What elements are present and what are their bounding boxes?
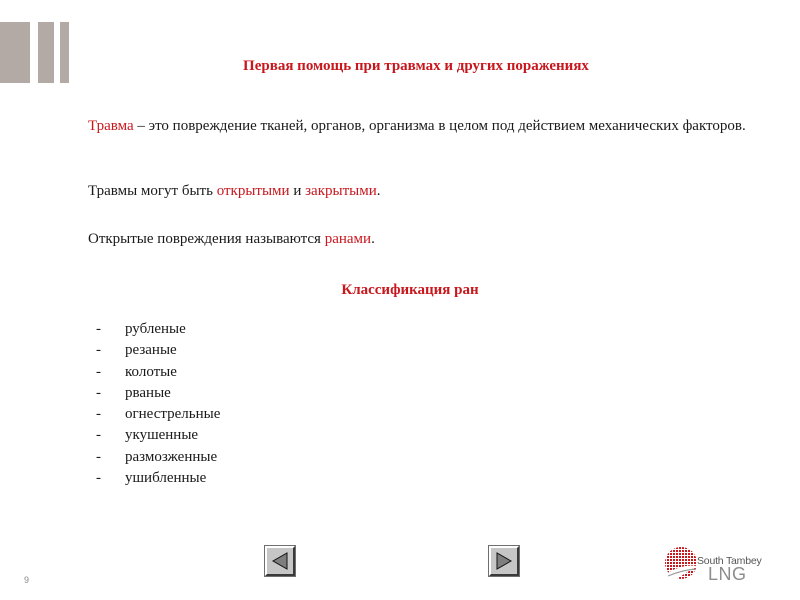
types-suffix: .: [376, 183, 381, 199]
list-bullet: -: [96, 448, 101, 465]
list-bullet: -: [96, 406, 101, 423]
list-bullet: -: [96, 342, 101, 359]
company-logo: [664, 544, 774, 584]
definition-term: Травма: [88, 118, 134, 134]
list-item-text: рубленые: [125, 321, 186, 337]
list-bullet: -: [96, 321, 101, 337]
definition-paragraph: [88, 116, 746, 136]
page-number: 9: [24, 575, 30, 585]
list-item-text: рваные: [125, 384, 171, 401]
logo-text-top: South Tambey: [697, 555, 762, 567]
list-bullet: -: [96, 470, 101, 487]
list-item: [96, 340, 220, 361]
list-item: [96, 319, 220, 340]
list-item: [96, 362, 220, 383]
list-item-text: ушибленные: [125, 470, 207, 487]
list-item-text: колотые: [125, 363, 177, 380]
closed-term: закрытыми: [305, 183, 377, 199]
list-item-text: укушенные: [125, 427, 199, 444]
open-injuries-prefix: Открытые повреждения называются: [88, 231, 325, 247]
open-injuries-suffix: .: [371, 231, 375, 247]
list-item: [96, 404, 220, 425]
list-item: [96, 468, 220, 489]
triangle-left-icon: [270, 551, 290, 571]
wounds-term: ранами: [324, 231, 372, 247]
slide-title: Первая помощь при травмах и других поражениях: [243, 58, 589, 74]
open-term: открытыми: [216, 183, 290, 199]
list-item: [96, 383, 220, 404]
list-item-text: резаные: [125, 342, 177, 359]
classification-title: Классификация ран: [341, 282, 479, 298]
open-injuries-paragraph: [88, 229, 746, 249]
list-item-text: размозженные: [125, 448, 218, 465]
types-prefix: Травмы могут быть: [88, 183, 217, 199]
triangle-right-icon: [494, 551, 514, 571]
list-bullet: -: [96, 363, 101, 380]
list-item-text: огнестрельные: [125, 406, 221, 423]
definition-text: – это повреждение тканей, органов, организма в целом под действием механических факторов.: [133, 118, 746, 134]
list-item: [96, 425, 220, 446]
types-paragraph: [88, 181, 746, 201]
list-bullet: -: [96, 427, 101, 444]
previous-slide-button[interactable]: [265, 546, 295, 576]
logo-text-bottom: LNG: [708, 564, 747, 584]
wound-types-list: [96, 319, 220, 489]
list-item: [96, 447, 220, 468]
next-slide-button[interactable]: [489, 546, 519, 576]
list-bullet: -: [96, 384, 101, 401]
types-conjunction: и: [289, 183, 306, 199]
globe-icon: [664, 544, 698, 584]
